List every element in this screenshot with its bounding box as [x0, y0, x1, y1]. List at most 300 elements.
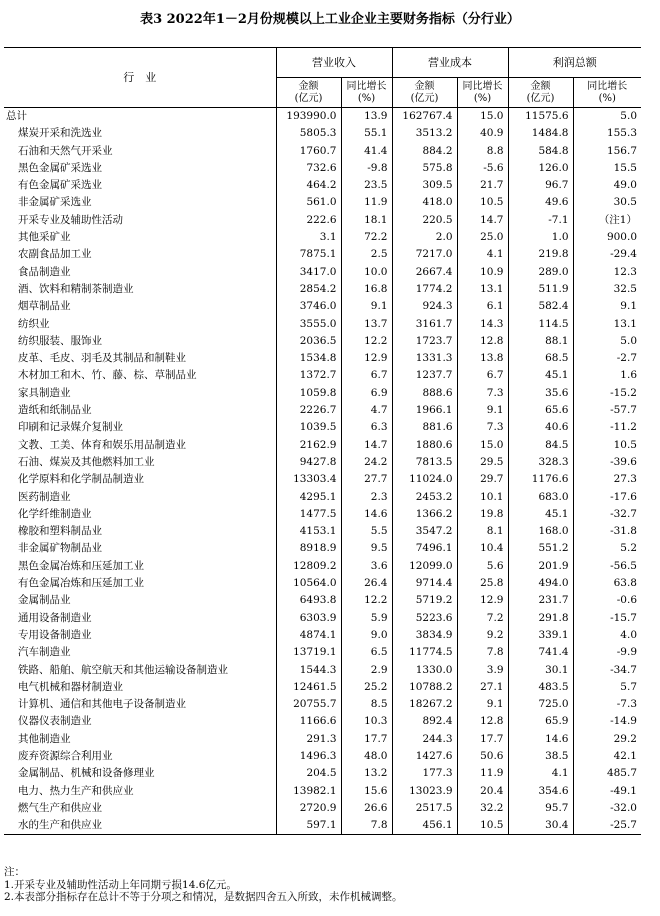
cost-growth-cell: 4.1 — [457, 246, 508, 263]
cost-amount-cell: 3834.9 — [392, 627, 457, 644]
profit-growth-cell: -32.0 — [610, 801, 637, 814]
cost-amount-cell: 18267.2 — [392, 696, 457, 713]
revenue-growth-cell: 15.6 — [341, 783, 392, 800]
revenue-amount-cell: 13719.1 — [276, 644, 341, 661]
industry-name: 橡胶和塑料制品业 — [4, 523, 276, 540]
cost-amount-cell: 1331.3 — [392, 350, 457, 367]
cost-amount-cell: 1237.7 — [392, 367, 457, 384]
table-row — [4, 644, 641, 661]
cost-amount-cell: 456.1 — [392, 817, 457, 835]
industry-name: 造纸和纸制品业 — [4, 402, 276, 419]
revenue-amount-cell: 8918.9 — [276, 540, 341, 557]
industry-name: 化学纤维制造业 — [4, 506, 276, 523]
cost-amount-cell: 177.3 — [392, 765, 457, 782]
table-row — [4, 575, 641, 592]
table-row — [4, 783, 641, 800]
cost-growth-cell: 29.7 — [457, 471, 508, 488]
table-row — [4, 523, 641, 540]
cost-growth-cell: 25.0 — [457, 229, 508, 246]
table-title: 表3 2022年1－2月份规模以上工业企业主要财务指标（分行业） — [140, 12, 520, 27]
table-row — [4, 610, 641, 627]
revenue-growth-cell: 5.5 — [341, 523, 392, 540]
industry-name: 医药制造业 — [4, 489, 276, 506]
cost-amount-cell: 309.5 — [392, 177, 457, 194]
profit-growth-cell: -2.7 — [616, 352, 637, 365]
revenue-growth-cell: 4.7 — [341, 402, 392, 419]
table-row — [4, 281, 641, 298]
profit-amount-cell: 683.0 — [508, 489, 573, 506]
industry-name: 黑色金属矿采选业 — [4, 160, 276, 177]
cost-amount-cell: 10788.2 — [392, 679, 457, 696]
industry-name: 印刷和记录媒介复制业 — [4, 419, 276, 436]
revenue-growth-cell: 10.3 — [341, 713, 392, 730]
cost-amount-cell: 220.5 — [392, 212, 457, 229]
table-row — [4, 558, 641, 575]
table-row — [4, 402, 641, 419]
revenue-growth-cell: 23.5 — [341, 177, 392, 194]
profit-amount-cell: 291.8 — [508, 610, 573, 627]
cost-amount-cell: 1723.7 — [392, 333, 457, 350]
industry-name: 食品制造业 — [4, 264, 276, 281]
industry-name: 黑色金属冶炼和压延加工业 — [4, 558, 276, 575]
table-row — [4, 125, 641, 142]
table-row — [4, 229, 641, 246]
table-row — [4, 177, 641, 194]
cost-amount-cell: 11024.0 — [392, 471, 457, 488]
revenue-growth-cell: 27.7 — [341, 471, 392, 488]
cost-growth-cell: 11.9 — [457, 765, 508, 782]
profit-growth-cell: -14.9 — [610, 715, 637, 728]
revenue-growth-cell: 2.5 — [341, 246, 392, 263]
revenue-amount-cell: 2036.5 — [276, 333, 341, 350]
industry-name: 有色金属冶炼和压延加工业 — [4, 575, 276, 592]
industry-name: 酒、饮料和精制茶制造业 — [4, 281, 276, 298]
revenue-growth-cell: 8.5 — [341, 696, 392, 713]
industry-name: 电气机械和器材制造业 — [4, 679, 276, 696]
note-2: 2.本表部分指标存在总计不等于分项之和情况，是数据四舍五入所致，未作机械调整。 — [4, 891, 403, 903]
revenue-amount-cell: 6303.9 — [276, 610, 341, 627]
revenue-amount-cell: 1760.7 — [276, 143, 341, 160]
industry-name: 专用设备制造业 — [4, 627, 276, 644]
industry-name: 总计 — [4, 108, 276, 126]
profit-amount-cell: 328.3 — [508, 454, 573, 471]
revenue-amount-cell: 2720.9 — [276, 800, 341, 817]
profit-growth-cell: 42.1 — [613, 749, 637, 762]
revenue-growth-cell: 55.1 — [341, 125, 392, 142]
cost-growth-cell: 3.9 — [457, 662, 508, 679]
cost-growth-cell: 40.9 — [457, 125, 508, 142]
profit-growth-cell: -15.7 — [610, 611, 637, 624]
industry-name: 燃气生产和供应业 — [4, 800, 276, 817]
industry-name: 非金属矿物制品业 — [4, 540, 276, 557]
industry-name: 开采专业及辅助性活动 — [4, 212, 276, 229]
revenue-amount-cell: 1477.5 — [276, 506, 341, 523]
industry-name: 汽车制造业 — [4, 644, 276, 661]
cost-amount-cell: 7217.0 — [392, 246, 457, 263]
table-row — [4, 212, 641, 229]
revenue-amount-cell: 2226.7 — [276, 402, 341, 419]
revenue-amount-cell: 222.6 — [276, 212, 341, 229]
revenue-amount-cell: 1544.3 — [276, 662, 341, 679]
revenue-amount-cell: 5805.3 — [276, 125, 341, 142]
profit-amount-cell: 4.1 — [508, 765, 573, 782]
cost-growth-cell: 50.6 — [457, 748, 508, 765]
cost-growth-cell: 25.8 — [457, 575, 508, 592]
profit-growth-cell: 13.1 — [613, 317, 637, 330]
cost-growth-cell: 9.1 — [457, 696, 508, 713]
cost-amount-cell: 575.8 — [392, 160, 457, 177]
profit-growth-cell: -39.6 — [610, 455, 637, 468]
note-1: 1.开采专业及辅助性活动上年同期亏损14.6亿元。 — [4, 878, 237, 891]
revenue-growth-cell: 14.6 — [341, 506, 392, 523]
profit-growth-cell: 5.7 — [620, 680, 637, 693]
revenue-amount-cell: 732.6 — [276, 160, 341, 177]
revenue-growth-cell: 9.1 — [341, 298, 392, 315]
profit-amount-cell: 68.5 — [508, 350, 573, 367]
cost-amount-cell: 881.6 — [392, 419, 457, 436]
profit-amount-cell: 584.8 — [508, 143, 573, 160]
revenue-growth-cell: 48.0 — [341, 748, 392, 765]
cost-growth-cell: 10.1 — [457, 489, 508, 506]
revenue-growth-cell: 5.9 — [341, 610, 392, 627]
revenue-amount-cell: 2162.9 — [276, 437, 341, 454]
profit-amount-cell: 1176.6 — [508, 471, 573, 488]
profit-growth-cell: 9.1 — [620, 300, 637, 313]
cost-amount-cell: 1330.0 — [392, 662, 457, 679]
industry-name: 家具制造业 — [4, 385, 276, 402]
profit-growth-cell: 63.8 — [613, 577, 637, 590]
industry-name: 仪器仪表制造业 — [4, 713, 276, 730]
cost-growth-cell: 14.7 — [457, 212, 508, 229]
profit-amount-cell: 35.6 — [508, 385, 573, 402]
profit-amount-cell: 65.9 — [508, 713, 573, 730]
table-row — [4, 748, 641, 765]
revenue-growth-cell: 26.6 — [341, 800, 392, 817]
profit-growth-cell: 10.5 — [613, 438, 637, 451]
revenue-growth-cell: 17.7 — [341, 731, 392, 748]
table-row — [4, 592, 641, 609]
revenue-amount-cell: 1059.8 — [276, 385, 341, 402]
cost-growth-cell: 32.2 — [457, 800, 508, 817]
revenue-growth-header: 同比增长 (%) — [341, 78, 392, 108]
profit-growth-cell: -11.2 — [610, 421, 637, 434]
profit-amount-cell: 582.4 — [508, 298, 573, 315]
cost-amount-cell: 2.0 — [392, 229, 457, 246]
industry-name: 通用设备制造业 — [4, 610, 276, 627]
revenue-growth-cell: 12.9 — [341, 350, 392, 367]
profit-growth-cell: 32.5 — [613, 282, 637, 295]
industry-name: 纺织业 — [4, 316, 276, 333]
revenue-amount-cell: 1039.5 — [276, 419, 341, 436]
cost-growth-cell: 10.4 — [457, 540, 508, 557]
industry-header: 行 业 — [4, 48, 276, 108]
profit-growth-cell: 1.6 — [620, 369, 637, 382]
profit-amount-cell: 511.9 — [508, 281, 573, 298]
revenue-growth-cell: 10.0 — [341, 264, 392, 281]
table-row — [4, 298, 641, 315]
industry-name: 金属制品业 — [4, 592, 276, 609]
table-row — [4, 454, 641, 471]
table-row — [4, 316, 641, 333]
cost-growth-cell: 19.8 — [457, 506, 508, 523]
cost-amount-cell: 1774.2 — [392, 281, 457, 298]
profit-amount-cell: 1484.8 — [508, 125, 573, 142]
cost-growth-cell: 13.1 — [457, 281, 508, 298]
cost-amount-cell: 9714.4 — [392, 575, 457, 592]
notes — [4, 866, 403, 904]
revenue-amount-cell: 4874.1 — [276, 627, 341, 644]
table-row — [4, 800, 641, 817]
profit-amount-cell: 14.6 — [508, 731, 573, 748]
cost-amount-cell: 418.0 — [392, 194, 457, 211]
cost-growth-cell: 27.1 — [457, 679, 508, 696]
profit-amount-cell: 231.7 — [508, 592, 573, 609]
revenue-amount-cell: 2854.2 — [276, 281, 341, 298]
cost-amount-cell: 892.4 — [392, 713, 457, 730]
revenue-amount-cell: 193990.0 — [276, 108, 341, 126]
cost-growth-cell: 29.5 — [457, 454, 508, 471]
cost-growth-cell: 7.3 — [457, 419, 508, 436]
table-row — [4, 419, 641, 436]
industry-name: 化学原料和化学制品制造业 — [4, 471, 276, 488]
cost-amount-cell: 13023.9 — [392, 783, 457, 800]
revenue-growth-cell: 16.8 — [341, 281, 392, 298]
cost-growth-cell: 6.7 — [457, 367, 508, 384]
cost-amount-cell: 244.3 — [392, 731, 457, 748]
profit-growth-cell: （注1） — [598, 213, 637, 226]
cost-growth-cell: 12.9 — [457, 592, 508, 609]
table-row — [4, 765, 641, 782]
profit-amount-cell: 84.5 — [508, 437, 573, 454]
profit-amount-cell: 30.1 — [508, 662, 573, 679]
revenue-growth-cell: 13.2 — [341, 765, 392, 782]
industry-name: 烟草制品业 — [4, 298, 276, 315]
industry-name: 其他采矿业 — [4, 229, 276, 246]
industry-name: 其他制造业 — [4, 731, 276, 748]
table-body — [4, 108, 641, 835]
cost-amount-cell: 924.3 — [392, 298, 457, 315]
table-row — [4, 627, 641, 644]
revenue-amount-cell: 1534.8 — [276, 350, 341, 367]
profit-growth-cell: 156.7 — [606, 144, 637, 157]
table-row — [4, 385, 641, 402]
cost-growth-cell: 10.5 — [457, 194, 508, 211]
profit-amount-cell: 725.0 — [508, 696, 573, 713]
revenue-growth-cell: 6.3 — [341, 419, 392, 436]
table-row — [4, 264, 641, 281]
cost-growth-cell: 12.8 — [457, 333, 508, 350]
revenue-amount-cell: 1372.7 — [276, 367, 341, 384]
profit-growth-cell: 15.5 — [613, 161, 637, 174]
cost-growth-cell: 9.2 — [457, 627, 508, 644]
profit-amount-cell: 289.0 — [508, 264, 573, 281]
revenue-amount-cell: 4153.1 — [276, 523, 341, 540]
cost-amount-header: 金额 (亿元) — [392, 78, 457, 108]
profit-growth-cell: 12.3 — [613, 265, 637, 278]
revenue-growth-cell: 7.8 — [341, 817, 392, 835]
industry-name: 水的生产和供应业 — [4, 817, 276, 835]
table-row — [4, 540, 641, 557]
profit-amount-cell: 126.0 — [508, 160, 573, 177]
revenue-amount-cell: 13303.4 — [276, 471, 341, 488]
cost-amount-cell: 7496.1 — [392, 540, 457, 557]
revenue-growth-cell: 12.2 — [341, 333, 392, 350]
revenue-amount-cell: 291.3 — [276, 731, 341, 748]
cost-growth-cell: 21.7 — [457, 177, 508, 194]
profit-growth-cell: -17.6 — [610, 490, 637, 503]
cost-amount-cell: 3513.2 — [392, 125, 457, 142]
industry-name: 计算机、通信和其他电子设备制造业 — [4, 696, 276, 713]
profit-amount-cell: 168.0 — [508, 523, 573, 540]
revenue-growth-cell: 14.7 — [341, 437, 392, 454]
table-row — [4, 731, 641, 748]
financial-table — [4, 47, 641, 835]
profit-amount-cell: 494.0 — [508, 575, 573, 592]
table-row — [4, 696, 641, 713]
notes-heading: 注： — [4, 866, 25, 878]
revenue-growth-cell: 13.7 — [341, 316, 392, 333]
cost-growth-cell: 17.7 — [457, 731, 508, 748]
profit-growth-cell: 27.3 — [613, 473, 637, 486]
cost-amount-cell: 3547.2 — [392, 523, 457, 540]
cost-amount-cell: 5223.6 — [392, 610, 457, 627]
profit-growth-cell: 5.0 — [573, 108, 641, 126]
table-row — [4, 506, 641, 523]
profit-amount-header: 金额 (亿元) — [508, 78, 573, 108]
cost-header: 营业成本 — [392, 48, 508, 78]
profit-growth-cell: 5.0 — [620, 334, 637, 347]
revenue-growth-cell: -9.8 — [341, 160, 392, 177]
revenue-growth-cell: 72.2 — [341, 229, 392, 246]
cost-amount-cell: 1366.2 — [392, 506, 457, 523]
profit-growth-header: 同比增长 (%) — [573, 78, 641, 108]
revenue-amount-cell: 1496.3 — [276, 748, 341, 765]
cost-growth-cell: 15.0 — [457, 108, 508, 126]
cost-growth-cell: 8.8 — [457, 143, 508, 160]
revenue-growth-cell: 13.9 — [341, 108, 392, 126]
revenue-amount-cell: 12461.5 — [276, 679, 341, 696]
profit-amount-cell: 38.5 — [508, 748, 573, 765]
profit-amount-cell: 114.5 — [508, 316, 573, 333]
profit-amount-cell: 96.7 — [508, 177, 573, 194]
cost-growth-cell: 8.1 — [457, 523, 508, 540]
profit-growth-cell: -31.8 — [610, 525, 637, 538]
cost-amount-cell: 11774.5 — [392, 644, 457, 661]
revenue-growth-cell: 18.1 — [341, 212, 392, 229]
profit-amount-cell: 11575.6 — [508, 108, 573, 126]
profit-amount-cell: 49.6 — [508, 194, 573, 211]
revenue-amount-cell: 204.5 — [276, 765, 341, 782]
table-row — [4, 713, 641, 730]
industry-name: 石油、煤炭及其他燃料加工业 — [4, 454, 276, 471]
cost-amount-cell: 3161.7 — [392, 316, 457, 333]
profit-amount-cell: 65.6 — [508, 402, 573, 419]
revenue-growth-cell: 2.3 — [341, 489, 392, 506]
profit-amount-cell: 88.1 — [508, 333, 573, 350]
cost-growth-cell: 15.0 — [457, 437, 508, 454]
revenue-amount-cell: 6493.8 — [276, 592, 341, 609]
industry-name: 煤炭开采和洗选业 — [4, 125, 276, 142]
cost-growth-cell: 6.1 — [457, 298, 508, 315]
industry-name: 电力、热力生产和供应业 — [4, 783, 276, 800]
profit-growth-cell: 5.2 — [620, 542, 637, 555]
revenue-amount-cell: 4295.1 — [276, 489, 341, 506]
revenue-amount-cell: 464.2 — [276, 177, 341, 194]
table-row — [4, 471, 641, 488]
profit-growth-cell: 485.7 — [606, 767, 637, 780]
profit-growth-cell: -15.2 — [610, 386, 637, 399]
industry-name: 金属制品、机械和设备修理业 — [4, 765, 276, 782]
profit-amount-cell: 741.4 — [508, 644, 573, 661]
profit-growth-cell: 29.2 — [613, 732, 637, 745]
industry-name: 纺织服装、服饰业 — [4, 333, 276, 350]
revenue-amount-cell: 3.1 — [276, 229, 341, 246]
profit-growth-cell: -49.1 — [610, 784, 637, 797]
profit-amount-cell: 40.6 — [508, 419, 573, 436]
revenue-growth-cell: 24.2 — [341, 454, 392, 471]
cost-amount-cell: 162767.4 — [392, 108, 457, 126]
industry-name: 农副食品加工业 — [4, 246, 276, 263]
revenue-growth-cell: 11.9 — [341, 194, 392, 211]
profit-amount-cell: 551.2 — [508, 540, 573, 557]
profit-amount-cell: 30.4 — [508, 817, 573, 835]
revenue-amount-cell: 3746.0 — [276, 298, 341, 315]
revenue-amount-cell: 561.0 — [276, 194, 341, 211]
cost-amount-cell: 5719.2 — [392, 592, 457, 609]
cost-growth-cell: 7.8 — [457, 644, 508, 661]
cost-growth-cell: 13.8 — [457, 350, 508, 367]
cost-growth-cell: 14.3 — [457, 316, 508, 333]
industry-name: 铁路、船舶、航空航天和其他运输设备制造业 — [4, 662, 276, 679]
table-row — [4, 246, 641, 263]
profit-growth-cell: 4.0 — [620, 628, 637, 641]
profit-amount-cell: 201.9 — [508, 558, 573, 575]
profit-amount-cell: 483.5 — [508, 679, 573, 696]
profit-amount-cell: 45.1 — [508, 367, 573, 384]
revenue-amount-cell: 13982.1 — [276, 783, 341, 800]
table-row — [4, 350, 641, 367]
revenue-growth-cell: 2.9 — [341, 662, 392, 679]
table-row — [4, 817, 641, 835]
profit-amount-cell: 339.1 — [508, 627, 573, 644]
table-row — [4, 143, 641, 160]
cost-amount-cell: 1427.6 — [392, 748, 457, 765]
revenue-growth-cell: 41.4 — [341, 143, 392, 160]
profit-growth-cell: -32.7 — [610, 507, 637, 520]
industry-name: 石油和天然气开采业 — [4, 143, 276, 160]
profit-amount-cell: -7.1 — [508, 212, 573, 229]
profit-growth-cell: -29.4 — [610, 248, 637, 261]
cost-amount-cell: 1966.1 — [392, 402, 457, 419]
revenue-amount-cell: 9427.8 — [276, 454, 341, 471]
revenue-amount-cell: 3417.0 — [276, 264, 341, 281]
profit-amount-cell: 1.0 — [508, 229, 573, 246]
table-row — [4, 662, 641, 679]
industry-name: 文教、工美、体育和娱乐用品制造业 — [4, 437, 276, 454]
industry-name: 皮革、毛皮、羽毛及其制品和制鞋业 — [4, 350, 276, 367]
revenue-growth-cell: 9.0 — [341, 627, 392, 644]
cost-amount-cell: 2453.2 — [392, 489, 457, 506]
revenue-growth-cell: 6.9 — [341, 385, 392, 402]
revenue-growth-cell: 6.7 — [341, 367, 392, 384]
header-row-groups — [4, 48, 641, 78]
industry-name: 非金属矿采选业 — [4, 194, 276, 211]
profit-growth-cell: 49.0 — [613, 179, 637, 192]
profit-growth-cell: -34.7 — [610, 663, 637, 676]
cost-growth-cell: 9.1 — [457, 402, 508, 419]
table-row — [4, 489, 641, 506]
revenue-amount-cell: 1166.6 — [276, 713, 341, 730]
